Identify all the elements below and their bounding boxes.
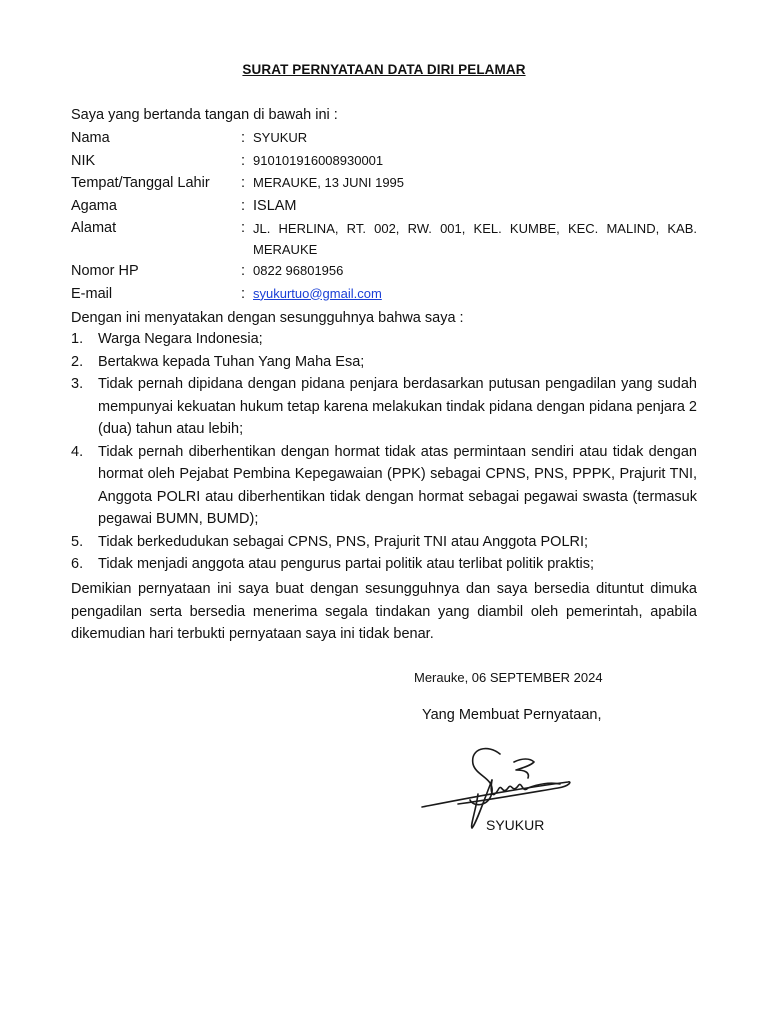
field-value: 0822 96801956 — [253, 263, 344, 278]
field-colon: : — [241, 175, 246, 191]
list-item-number: 6. — [71, 556, 84, 572]
document-title: SURAT PERNYATAAN DATA DIRI PELAMAR — [242, 62, 526, 77]
field-value: SYUKUR — [253, 130, 308, 145]
email-link[interactable]: syukurtuo@gmail.com — [253, 285, 382, 301]
field-agama — [71, 195, 697, 218]
closing-paragraph: Demikian pernyataan ini saya buat dengan sesungguhnya dan saya bersedia dituntut dimuka pengadilan serta bersedia menerima segala tindakan yang diambil oleh pemerintah, apabila dikemudian hari terbukti pernyataan saya ini tidak benar. — [71, 581, 697, 642]
field-value: 910101916008930001 — [253, 152, 384, 168]
list-item — [71, 328, 697, 351]
list-item-number: 4. — [71, 443, 84, 460]
field-email — [71, 283, 697, 306]
list-item-text: Tidak pernah diberhentikan dengan hormat tidak atas permintaan sendiri atau tidak dengan hormat oleh Pejabat Pembina Kepegawaian (PPK) sebagai CPNS, PNS, PPPK, Prajurit TNI, Anggota POLRI atau diberhentikan tidak dengan hormat sebagai pegawai swasta (termasuk pegawai BUMN, BUMD); — [98, 443, 697, 527]
field-label: Alamat — [71, 220, 117, 236]
field-alamat — [71, 217, 697, 260]
list-item — [71, 531, 697, 554]
field-colon: : — [241, 220, 246, 236]
field-colon: : — [241, 197, 246, 214]
field-colon: : — [241, 152, 246, 169]
maker-label: Yang Membuat Pernyataan, — [422, 707, 602, 723]
list-item — [71, 441, 697, 531]
field-nomor-hp — [71, 260, 697, 283]
field-nik — [71, 150, 697, 173]
list-item — [71, 553, 697, 576]
list-item-text: Tidak menjadi anggota atau pengurus partai politik atau terlibat politik praktis; — [98, 556, 594, 572]
field-colon: : — [241, 285, 246, 302]
field-label: Tempat/Tanggal Lahir — [71, 175, 210, 191]
field-label: Nama — [71, 130, 110, 146]
field-label: E-mail — [71, 285, 113, 302]
personal-data-fields — [71, 127, 697, 305]
field-colon: : — [241, 263, 246, 279]
list-item — [71, 373, 697, 441]
field-nama — [71, 127, 697, 150]
field-label: NIK — [71, 152, 96, 169]
intro-text: Saya yang bertanda tangan di bawah ini : — [71, 107, 338, 123]
statement-list — [71, 328, 697, 576]
field-colon: : — [241, 130, 246, 146]
place-date: Merauke, 06 SEPTEMBER 2024 — [414, 670, 603, 685]
list-item-text: Bertakwa kepada Tuhan Yang Maha Esa; — [98, 353, 365, 370]
list-item-text: Warga Negara Indonesia; — [98, 331, 263, 347]
signer-name: SYUKUR — [486, 817, 545, 833]
statement-text: Dengan ini menyatakan dengan sesungguhnya bahwa saya : — [71, 310, 464, 326]
field-value: MERAUKE, 13 JUNI 1995 — [253, 175, 405, 190]
list-item — [71, 351, 697, 374]
field-label: Agama — [71, 197, 117, 214]
list-item-number: 2. — [71, 353, 84, 370]
field-value: JL. HERLINA, RT. 002, RW. 001, KEL. KUMBE, KEC. MALIND, KAB. MERAUKE — [253, 221, 697, 257]
list-item-text: Tidak berkedudukan sebagai CPNS, PNS, Prajurit TNI atau Anggota POLRI; — [98, 533, 589, 550]
field-label: Nomor HP — [71, 263, 139, 279]
list-item-text: Tidak pernah dipidana dengan pidana penjara berdasarkan putusan pengadilan yang sudah mempunyai kekuatan hukum tetap karena melakukan tindak pidana dengan pidana penjara 2 (dua) tahun atau lebih; — [98, 376, 697, 437]
list-item-number: 1. — [71, 331, 84, 347]
field-tempat-tanggal-lahir — [71, 172, 697, 195]
field-value: ISLAM — [253, 197, 297, 214]
list-item-number: 5. — [71, 533, 84, 550]
list-item-number: 3. — [71, 376, 84, 392]
